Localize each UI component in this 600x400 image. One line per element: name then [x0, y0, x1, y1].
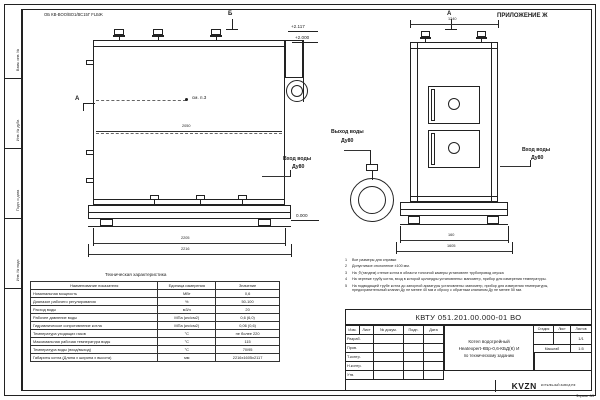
tb-bottom-left: [346, 380, 496, 392]
designation-box: КВТУ 051.201.00.000-01 ВО: [345, 309, 592, 325]
note-see-label: см. п.3: [192, 95, 207, 100]
tb-role-4: Утв.: [346, 371, 374, 380]
table-row: [31, 290, 280, 298]
view-label-a-left: А: [75, 96, 80, 102]
door-handle-upper: [448, 98, 460, 110]
spec-cell: Температура воды (вход/выход): [31, 346, 158, 354]
flue-outlet-front: [285, 40, 303, 78]
spec-cell: 0,6: [216, 290, 280, 298]
tb-sheet-label: Лист: [554, 326, 571, 333]
hinge-lower: [431, 133, 435, 165]
appendix-label: ПРИЛОЖЕНИЕ Ж: [497, 13, 548, 19]
dim-2050: 2050: [182, 124, 191, 128]
dim-1240: 1240: [448, 17, 457, 21]
spec-cell: %: [158, 298, 216, 306]
dim-1605: 1605: [447, 244, 456, 248]
tb-sign-0: [404, 335, 424, 344]
spec-cell: 0,06 (0,6): [216, 322, 280, 330]
side-valve-1: [421, 31, 430, 37]
note-item: [345, 271, 583, 276]
tb-col-list: Лист: [360, 326, 374, 335]
tb-col-izm: Изм.: [346, 326, 360, 335]
spec-cell: Максимальная рабочая температура воды: [31, 338, 158, 346]
support-leg-left: [100, 219, 113, 226]
top-left-note: ОБ КВ-ВОО/ВО1/ВС15Г FLБЖ: [44, 12, 103, 17]
callout-inlet-front: Вход воды: [283, 156, 312, 162]
table-row: [31, 322, 280, 330]
dim-160: 160: [448, 233, 455, 237]
title-block: [345, 325, 592, 391]
door-handle-lower: [448, 142, 460, 154]
stamp-label-3: Инв. № подл.: [16, 258, 20, 281]
tb-sign-1: [404, 344, 424, 353]
tb-sign-3: [404, 362, 424, 371]
spec-cell: °С: [158, 330, 216, 338]
spec-cell: 2216x1605x2117: [216, 354, 280, 362]
spec-cell: Габариты котла (Длина х ширина х высота): [31, 354, 158, 362]
tb-company-block: [496, 380, 591, 392]
spec-cell: 20: [216, 306, 280, 314]
sheet-format-label: Формат А3: [575, 394, 594, 398]
spec-cell: Рабочее давление воды: [31, 314, 158, 322]
tb-stage-value: [534, 333, 554, 345]
tb-name-3: [374, 362, 404, 371]
tb-col-podp: Подп.: [404, 326, 424, 335]
spec-cell: Расход воды: [31, 306, 158, 314]
note-text: На タ(тандем) стенке котла в области топочной камеры установлен трубопровод опуска: [352, 270, 504, 275]
note-text: Допустимое отклонение ±100 мм.: [352, 264, 410, 269]
spec-cell: 70/95: [216, 346, 280, 354]
callout-outlet-dn: Ду80: [341, 138, 354, 144]
callout-inlet-side-dn: Ду80: [531, 155, 544, 161]
dim-2216: 2216: [181, 247, 190, 251]
tb-date-1: [424, 344, 444, 353]
tb-date-2: [424, 353, 444, 362]
valve-3: [211, 29, 221, 35]
table-row: [31, 354, 280, 362]
note-item: [345, 284, 583, 294]
note-text: Все размеры для справки: [352, 258, 397, 262]
spec-cell: МПа (кгс/см2): [158, 314, 216, 322]
left-stamp-column: [4, 9, 22, 391]
spec-cell: МВт: [158, 290, 216, 298]
flue-round-front-inner: [291, 85, 303, 97]
note-number: 1: [345, 258, 348, 262]
note-item: [345, 264, 583, 269]
spec-header-1: Единица измерения: [158, 282, 216, 290]
valve-2: [153, 29, 163, 35]
burner-top-valve: [366, 164, 378, 171]
spec-cell: 50-100: [216, 298, 280, 306]
support-leg-right: [258, 219, 271, 226]
elevation-2117: +2.117: [291, 24, 305, 29]
spec-cell: °С: [158, 338, 216, 346]
spec-cell: 115: [216, 338, 280, 346]
boiler-front-body: [93, 40, 285, 205]
note-number: 3: [345, 270, 348, 275]
tb-sheet-value: [554, 333, 571, 345]
tb-scale-label: Масштаб: [534, 345, 571, 353]
stamp-label-2: Подп. и дата: [16, 189, 20, 211]
tb-product-block: [444, 326, 534, 371]
note-text: На чертеже трубу котла, вход в которой цилиндры установлены: манометр, прибор для измерения температуры.: [352, 277, 547, 282]
callout-inlet-front-dn: Ду80: [292, 164, 305, 170]
tb-name-2: [374, 353, 404, 362]
tb-stage-label: Стадия: [534, 326, 554, 333]
spec-cell: не более 220: [216, 330, 280, 338]
left-fitting-1: [86, 60, 94, 65]
note-number: 5: [345, 283, 348, 288]
hinge-upper: [431, 89, 435, 121]
note-number: 2: [345, 264, 348, 269]
view-label-a-right: А: [447, 11, 452, 17]
spec-cell: мм: [158, 354, 216, 362]
tb-name-4: [374, 371, 404, 380]
valve-1: [114, 29, 124, 35]
side-valve-2: [477, 31, 486, 37]
elevation-2000: +2.000: [295, 35, 310, 40]
spec-cell: Диапазон рабочего регулирования: [31, 298, 158, 306]
tb-sheets-label: Листов: [571, 326, 591, 333]
burner-round-inner: [358, 186, 386, 214]
tb-col-data: Дата: [424, 326, 444, 335]
note-item: [345, 277, 583, 282]
spec-header-2: Значение: [216, 282, 280, 290]
company-sub: КОТЕЛЬНЫЙ ЗАВОД РФ: [540, 383, 576, 388]
tb-spare: [534, 353, 591, 371]
tb-sheets-value: 1/1: [571, 333, 591, 345]
notes-list: [345, 258, 583, 295]
stamp-label-0: Взам. инв. №: [16, 48, 20, 71]
spec-cell: 0,6 (6,0): [216, 314, 280, 322]
elevation-0000: 0.000: [296, 213, 308, 218]
tb-role-3: Н.контр.: [346, 362, 374, 371]
tb-date-4: [424, 371, 444, 380]
left-fitting-3: [86, 178, 94, 183]
table-row: [31, 346, 280, 354]
table-row: [31, 330, 280, 338]
note-point-marker: [185, 98, 188, 101]
spec-cell: Номинальная мощность: [31, 290, 158, 298]
side-support-right: [487, 216, 499, 224]
callout-inlet-side: Вход воды: [522, 147, 551, 153]
table-row: [31, 298, 280, 306]
tb-name-0: [374, 335, 404, 344]
tb-col-docnum: № докум.: [374, 326, 404, 335]
table-row: [31, 314, 280, 322]
left-fitting-2: [86, 150, 94, 155]
tb-scale-value: 1:5: [571, 345, 591, 353]
dim-2205: 2205: [181, 236, 190, 240]
spec-cell: м3/ч: [158, 306, 216, 314]
spec-cell: МПа (кгс/см2): [158, 322, 216, 330]
tb-name-1: [374, 344, 404, 353]
spec-cell: Температура уходящих газов: [31, 330, 158, 338]
table-row: [31, 338, 280, 346]
tb-sign-4: [404, 371, 424, 380]
tb-date-3: [424, 362, 444, 371]
spec-header-0: Наименование показателя: [31, 282, 158, 290]
view-label-b: Б: [228, 11, 233, 17]
tb-product-line-0: Котел водогрейный: [468, 338, 510, 344]
tb-role-2: Т.контр.: [346, 353, 374, 362]
stamp-label-1: Инв. № дубл.: [16, 118, 20, 141]
company-logo: KVZN: [511, 381, 537, 391]
tb-sign-2: [404, 353, 424, 362]
tb-product-line-1: Heatexpert-КВр-0,6-КБД(К) И: [458, 345, 520, 351]
note-text: На подводящей трубе котла до запорной арматуры установлены: манометр, прибор для измерения температуры, предохранительный клапан Ду не менее 40 мм и сбросу с обратным клапаном Ду не менее 50 мм.: [352, 283, 549, 293]
callout-outlet: Выход воды: [331, 129, 364, 135]
side-support-left: [408, 216, 420, 224]
tb-product-line-2: по техническому заданию: [463, 352, 515, 358]
note-number: 4: [345, 277, 348, 282]
tb-role-0: Разраб.: [346, 335, 374, 344]
tb-date-0: [424, 335, 444, 344]
table-row: [31, 306, 280, 314]
tb-role-1: Пров.: [346, 344, 374, 353]
spec-cell: °С: [158, 346, 216, 354]
note-item: [345, 258, 583, 263]
spec-table: [30, 281, 280, 362]
spec-cell: Гидравлическое сопротивление котла: [31, 322, 158, 330]
spec-table-title: Техническая характеристика: [105, 272, 167, 277]
